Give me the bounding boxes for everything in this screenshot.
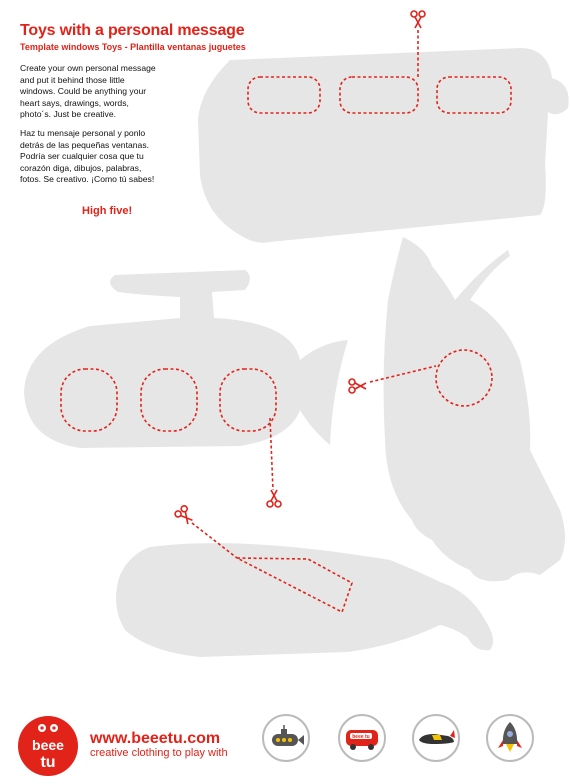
page-title: Toys with a personal message (20, 22, 245, 39)
bus-badge-text: beee tu (352, 734, 370, 740)
plane-icon (414, 716, 458, 760)
intro-line: detrás de las pequeñas ventanas. (20, 139, 149, 150)
bus-shape (198, 48, 569, 243)
submarine-icon (264, 716, 308, 760)
page-subtitle: Template windows Toys - Plantilla ventanas juguetes (20, 42, 246, 52)
scissors-icon (349, 379, 366, 393)
intro-line: fotos. Se creativo. ¡Como tú sabes! (20, 174, 155, 185)
intro-line: heart says, drawings, words, (20, 97, 129, 108)
bus-thumbnail[interactable] (338, 714, 386, 762)
rocket-thumbnail[interactable] (486, 714, 534, 762)
intro-english (20, 63, 180, 121)
intro-line: windows. Could be anything your (20, 86, 147, 97)
scissors-icon (411, 11, 425, 28)
logo-text: beee (32, 737, 64, 753)
submarine-shape (24, 270, 348, 448)
tagline: creative clothing to play with (90, 747, 228, 759)
bus-icon (340, 716, 384, 760)
rocket-shape (384, 237, 565, 581)
intro-spanish (20, 128, 180, 186)
intro-line: corazón diga, dibujos, palabras, (20, 162, 142, 173)
logo-text: tu (40, 754, 56, 771)
beeetu-logo[interactable] (16, 714, 80, 778)
intro-line: and put it behind those little (20, 74, 125, 85)
rocket-icon (488, 716, 532, 760)
intro-line: photo´s. Just be creative. (20, 109, 117, 120)
submarine-thumbnail[interactable] (262, 714, 310, 762)
plane-thumbnail[interactable] (412, 714, 460, 762)
website-url[interactable]: www.beeetu.com (90, 730, 221, 747)
intro-line: Haz tu mensaje personal y ponlo (20, 128, 146, 138)
high-five-text: High five! (82, 205, 133, 217)
plane-shape (116, 543, 493, 657)
scissors-icon (267, 490, 281, 507)
intro-line: Podría ser cualquier cosa que tu (20, 151, 144, 162)
intro-line: Create your own personal message (20, 63, 156, 73)
